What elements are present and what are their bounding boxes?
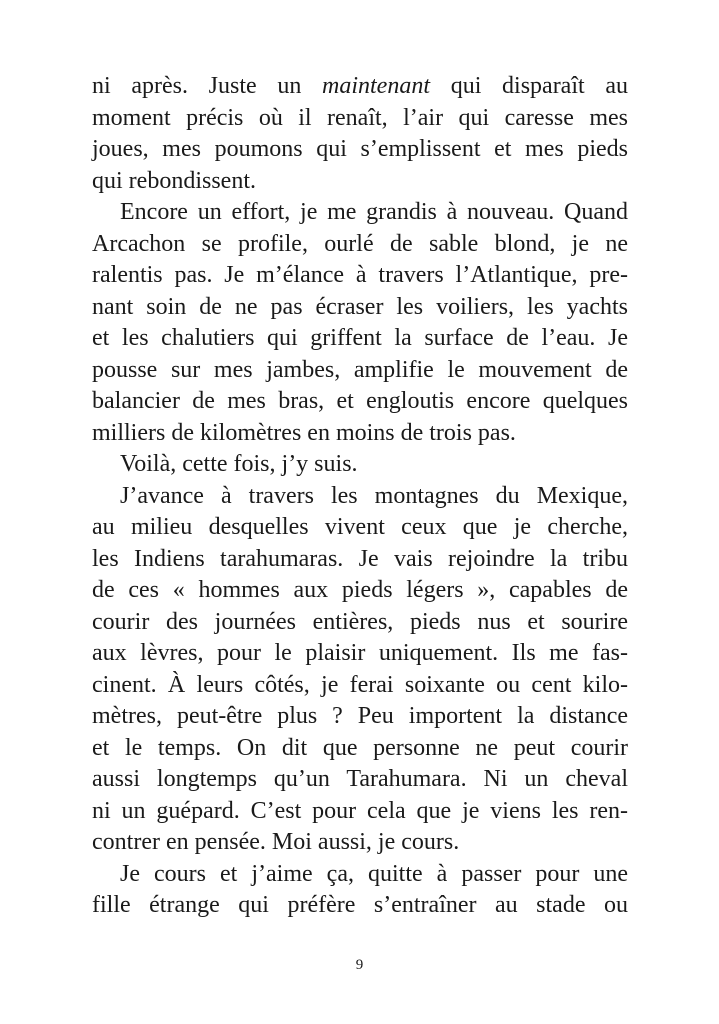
text-line	[92, 292, 628, 324]
text-run: fille étrange qui préfère s’entraîner au stade ou	[92, 892, 628, 918]
text-run: Je cours et j’aime ça, quitte à passer pour une	[120, 860, 628, 887]
text-line	[92, 71, 628, 103]
text-line	[92, 323, 628, 355]
text-run: Voilà, cette fois, j’y suis.	[120, 451, 358, 477]
emphasis: maintenant	[322, 73, 431, 99]
text-run: contrer en pensée. Moi aussi, je cours.	[92, 829, 460, 855]
text-line	[92, 134, 628, 166]
text-line	[92, 229, 628, 261]
text-run: pousse sur mes jambes, amplifie le mouvement de	[92, 356, 628, 383]
text-run: ralentis pas. Je m’élance à travers l’Atlantique, pre-	[92, 262, 628, 288]
text-run: ni un guépard. C’est pour cela que je viens les ren-	[92, 797, 628, 824]
paragraph	[92, 859, 628, 922]
paragraph	[92, 449, 628, 481]
text-run: moment précis où il renaît, l’air qui caresse mes	[92, 104, 628, 131]
text-run: balancier de mes bras, et engloutis encore quelques	[92, 388, 628, 414]
text-line	[92, 733, 628, 765]
text-line	[92, 827, 628, 859]
paragraph	[92, 71, 628, 197]
text-line	[92, 166, 628, 198]
text-line	[92, 638, 628, 670]
text-line	[92, 859, 628, 891]
text-run: et les chalutiers qui griffent la surface de l’eau. Je	[92, 325, 628, 351]
text-line	[92, 701, 628, 733]
text-line	[92, 386, 628, 418]
text-run: nant soin de ne pas écraser les voiliers, les yachts	[92, 293, 628, 320]
text-line	[92, 449, 628, 481]
text-run: cinent. À leurs côtés, je ferai soixante ou cent kilo-	[92, 671, 628, 698]
page-number: 9	[355, 957, 364, 973]
text-line	[92, 197, 628, 229]
text-run: Encore un effort, je me grandis à nouveau. Quand	[120, 199, 628, 225]
text-run: joues, mes poumons qui s’emplissent et mes pieds	[92, 136, 628, 162]
text-run: milliers de kilomètres en moins de trois pas.	[92, 419, 516, 446]
paragraph	[92, 197, 628, 449]
text-line	[92, 260, 628, 292]
text-line	[92, 890, 628, 922]
text-line	[92, 575, 628, 607]
text-run: aux lèvres, pour le plaisir uniquement. Ils me fas-	[92, 640, 628, 666]
text-line	[92, 481, 628, 513]
text-line	[92, 103, 628, 135]
paragraph	[92, 481, 628, 859]
text-run: au milieu desquelles vivent ceux que je cherche,	[92, 514, 628, 540]
text-run: les Indiens tarahumaras. Je vais rejoindre la tribu	[92, 545, 628, 572]
text-run: J’avance à travers les montagnes du Mexique,	[120, 482, 628, 509]
text-line	[92, 796, 628, 828]
text-run: ni après. Juste un	[92, 73, 323, 99]
text-run: aussi longtemps qu’un Tarahumara. Ni un cheval	[92, 766, 628, 792]
text-line	[92, 670, 628, 702]
text-line	[92, 544, 628, 576]
text-run: et le temps. On dit que personne ne peut courir	[92, 734, 628, 761]
text-line	[92, 512, 628, 544]
text-run: courir des journées entières, pieds nus et sourire	[92, 608, 628, 635]
text-line	[92, 355, 628, 387]
text-run: qui disparaît au	[430, 73, 628, 99]
text-line	[92, 418, 628, 450]
text-run: mètres, peut-être plus ? Peu importent la distance	[92, 703, 628, 729]
body-text	[92, 71, 628, 922]
text-run: Arcachon se profile, ourlé de sable blond, je ne	[92, 230, 628, 257]
text-line	[92, 607, 628, 639]
text-run: qui rebondissent.	[92, 167, 256, 194]
text-run: de ces « hommes aux pieds légers », capables de	[92, 577, 628, 603]
text-line	[92, 764, 628, 796]
